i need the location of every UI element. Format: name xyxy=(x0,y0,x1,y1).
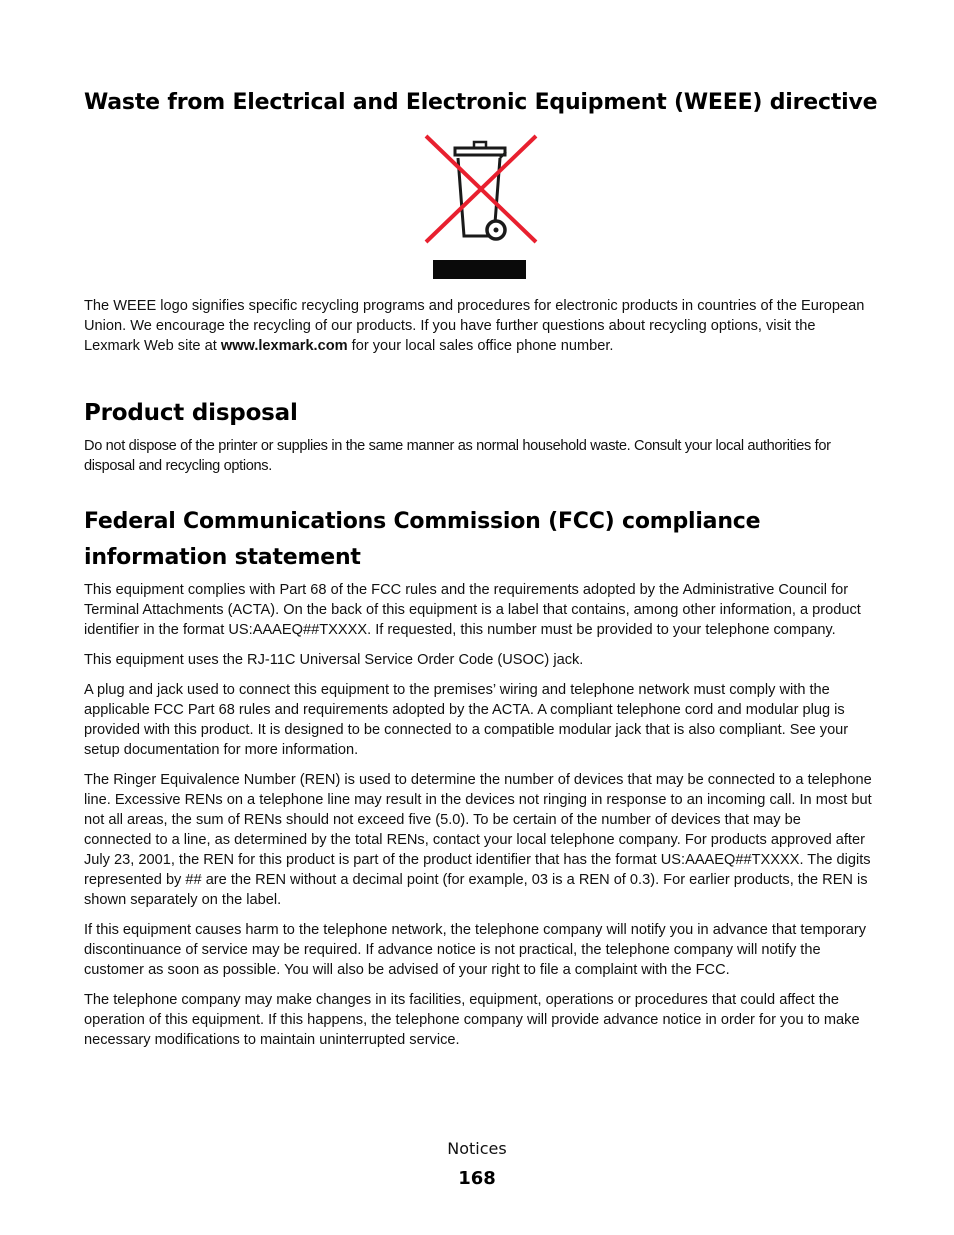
disposal-heading: Product disposal xyxy=(84,400,298,426)
fcc-heading: Federal Communications Commission (FCC) compliance information statement xyxy=(84,509,761,570)
crossed-out-wheelie-bin-icon xyxy=(418,132,538,284)
weee-body xyxy=(84,296,872,356)
fcc-paragraph: If this equipment causes harm to the telephone network, the telephone company will notify you in advance that temporary discontinuance of service may be required. If advance notice is not practical, the telephone company will notify the customer as soon as possible. You will also be advised of your right to file a complaint with the FCC. xyxy=(84,922,867,978)
weee-body-text-end: for your local sales office phone number. xyxy=(347,338,614,354)
disposal-body: Do not dispose of the printer or supplies in the same manner as normal household waste. Consult your local authorities for disposal and recycling options. xyxy=(84,438,831,474)
weee-heading: Waste from Electrical and Electronic Equipment (WEEE) directive xyxy=(84,90,878,115)
fcc-paragraph: The Ringer Equivalence Number (REN) is used to determine the number of devices that may be connected to a telephone line. Excessive RENs on a telephone line may result in the devices not ringing in response to an incoming call. In most but not all areas, the sum of RENs should not exceed five (5.0). To be certain of the number of devices that may be connected to a line, as determined by the total RENs, contact your local telephone company. For products approved after July 23, 2001, the REN for this product is part of the product identifier that has the format US:AAAEQ##TXXXX. The digits represented by ## are the REN without a decimal point (for example, 03 is a REN of 0.3). For earlier products, the REN is shown separately on the label. xyxy=(84,772,872,908)
page-number: 168 xyxy=(458,1168,496,1189)
footer-section-label: Notices xyxy=(447,1139,507,1158)
fcc-paragraph: This equipment uses the RJ-11C Universal Service Order Code (USOC) jack. xyxy=(84,652,584,668)
page-content xyxy=(84,86,878,1050)
fcc-paragraph: The telephone company may make changes in its facilities, equipment, operations or procedures that could affect the operation of this equipment. If this happens, the telephone company will provide advance notice in order for you to make necessary modifications to maintain uninterrupted service. xyxy=(84,992,860,1048)
fcc-paragraph: A plug and jack used to connect this equipment to the premises’ wiring and telephone network must comply with the applicable FCC Part 68 rules and requirements adopted by the ACTA. A compliant telephone cord and modular plug is provided with this product. It is designed to be connected to a compatible modular jack that is also compliant. See your setup documentation for more information. xyxy=(84,682,849,758)
weee-body-text: The WEEE logo signifies specific recycling programs and procedures for electronic products in countries of the European Union. We encourage the recycling of our products. If you have further questions about recycling options, visit the Lexmark Web site at xyxy=(84,298,865,354)
lexmark-link[interactable]: www.lexmark.com xyxy=(220,338,348,354)
fcc-paragraph: This equipment complies with Part 68 of the FCC rules and the requirements adopted by the Administrative Council for Terminal Attachments (ACTA). On the back of this equipment is a label that contains, among other information, a product identifier in the format US:AAAEQ##TXXXX. If requested, this number must be provided to your telephone company. xyxy=(84,582,861,638)
